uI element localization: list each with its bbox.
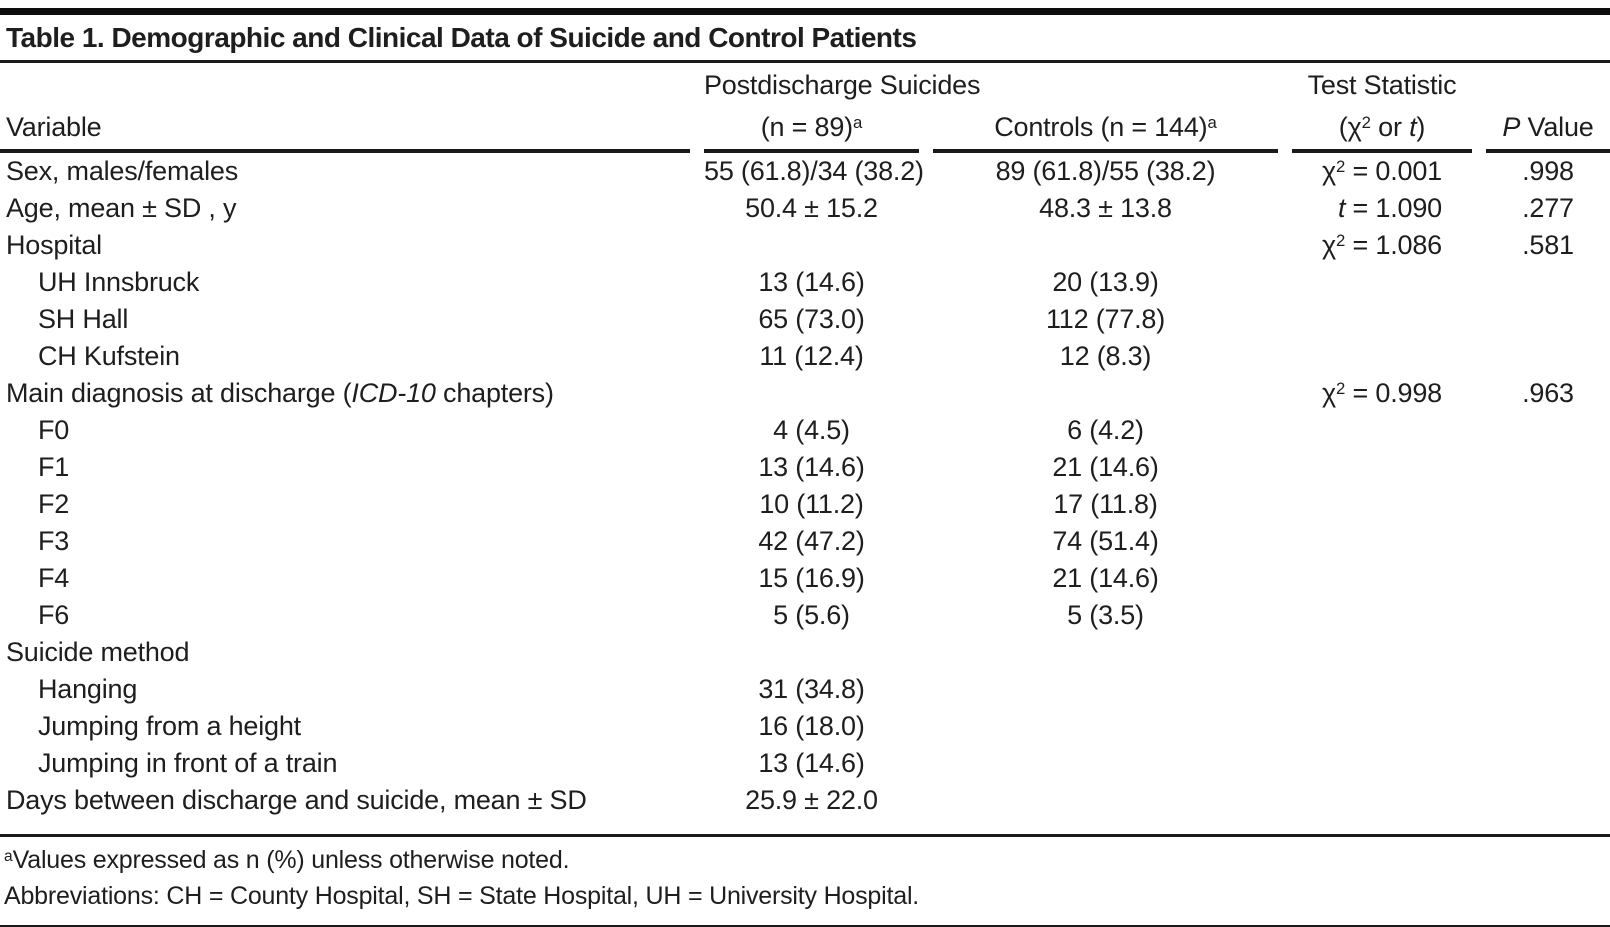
suicides-cell xyxy=(704,375,919,412)
pvalue-cell: .277 xyxy=(1522,192,1574,223)
controls-cell xyxy=(933,375,1278,412)
footnote xyxy=(4,844,1610,880)
suicides-cell: 11 (12.4) xyxy=(759,340,864,371)
table-row xyxy=(0,375,1610,412)
pvalue-cell xyxy=(1486,338,1610,375)
pvalue-cell xyxy=(1486,745,1610,782)
controls-cell: 5 (3.5) xyxy=(1067,599,1144,630)
controls-cell: 48.3 ± 13.8 xyxy=(1039,192,1172,223)
header-suicides-line2 xyxy=(704,101,919,153)
variable-cell: F1 xyxy=(38,451,70,482)
stat-cell xyxy=(1292,486,1472,523)
text-run: χ xyxy=(1321,155,1336,186)
table-row xyxy=(0,412,1610,449)
suicides-cell: 10 (11.2) xyxy=(759,488,864,519)
variable-cell: Sex, males/females xyxy=(6,155,238,186)
text-run: Values expressed as n (%) unless otherwise noted. xyxy=(12,845,570,874)
variable-cell: F3 xyxy=(38,525,70,556)
demographics-table xyxy=(0,63,1610,819)
table-row xyxy=(0,227,1610,264)
pvalue-cell xyxy=(1486,708,1610,745)
suicides-cell: 5 (5.6) xyxy=(773,599,850,630)
text-run: = 0.998 xyxy=(1345,377,1442,408)
variable-cell: UH Innsbruck xyxy=(38,266,200,297)
text-run: or xyxy=(1370,111,1410,142)
header-row-2 xyxy=(0,101,1610,153)
header-variable: Variable xyxy=(0,101,690,153)
variable-cell: Hospital xyxy=(6,229,102,260)
pvalue-cell xyxy=(1486,486,1610,523)
variable-cell: Hanging xyxy=(38,673,138,704)
pvalue-cell xyxy=(1486,560,1610,597)
variable-cell: Suicide method xyxy=(6,636,190,667)
header-teststat-line2 xyxy=(1292,101,1472,153)
variable-cell: Jumping in front of a train xyxy=(38,747,338,778)
pvalue-cell xyxy=(1486,597,1610,634)
table-row xyxy=(0,745,1610,782)
variable-cell: Days between discharge and suicide, mean ± SD xyxy=(6,784,587,815)
table-row xyxy=(0,708,1610,745)
stat-cell xyxy=(1292,745,1472,782)
table-row xyxy=(0,264,1610,301)
table-row xyxy=(0,560,1610,597)
controls-cell xyxy=(933,708,1278,745)
controls-cell: 12 (8.3) xyxy=(1059,340,1152,371)
text-run: = 0.001 xyxy=(1345,155,1442,186)
suicides-cell: 16 (18.0) xyxy=(758,710,865,741)
text-run: chapters) xyxy=(435,377,554,408)
text-run: ) xyxy=(1416,111,1426,142)
variable-cell xyxy=(0,375,690,412)
controls-cell: 20 (13.9) xyxy=(1052,266,1159,297)
variable-cell: F0 xyxy=(38,414,70,445)
superscript: 2 xyxy=(1335,379,1346,399)
italic-text-run: ICD-10 xyxy=(351,377,436,408)
text-run: = 1.086 xyxy=(1345,229,1442,260)
controls-cell: 112 (77.8) xyxy=(1045,303,1166,334)
controls-cell xyxy=(933,745,1278,782)
text-run: χ xyxy=(1321,229,1336,260)
controls-cell xyxy=(933,634,1278,671)
superscript: a xyxy=(4,847,13,865)
variable-cell: F6 xyxy=(38,599,70,630)
variable-cell: CH Kufstein xyxy=(38,340,180,371)
stat-cell xyxy=(1292,597,1472,634)
header-variable-spacer xyxy=(0,63,690,101)
stat-cell xyxy=(1292,634,1472,671)
stat-cell xyxy=(1292,190,1472,227)
variable-cell: F4 xyxy=(38,562,70,593)
pvalue-cell xyxy=(1486,264,1610,301)
stat-cell xyxy=(1292,560,1472,597)
table-row xyxy=(0,153,1610,190)
pvalue-cell xyxy=(1486,412,1610,449)
suicides-cell: 13 (14.6) xyxy=(758,266,865,297)
suicides-cell: 25.9 ± 22.0 xyxy=(745,784,878,815)
suicides-cell xyxy=(704,634,919,671)
stat-cell xyxy=(1292,412,1472,449)
pvalue-cell: .963 xyxy=(1522,377,1574,408)
text-run: χ xyxy=(1321,377,1336,408)
pvalue-cell xyxy=(1486,523,1610,560)
table-row xyxy=(0,782,1610,819)
pvalue-cell xyxy=(1486,634,1610,671)
italic-text-run: P xyxy=(1502,111,1521,142)
suicides-cell: 65 (73.0) xyxy=(758,303,865,334)
top-rule xyxy=(0,8,1610,15)
table-row xyxy=(0,597,1610,634)
table-header xyxy=(0,63,1610,153)
header-row-1 xyxy=(0,63,1610,101)
suicides-cell: 50.4 ± 15.2 xyxy=(745,192,878,223)
header-controls xyxy=(933,101,1278,153)
controls-cell: 74 (51.4) xyxy=(1052,525,1159,556)
controls-cell: 17 (11.8) xyxy=(1053,488,1158,519)
controls-cell xyxy=(933,227,1278,264)
table-body xyxy=(0,153,1610,819)
variable-cell: SH Hall xyxy=(38,303,129,334)
text-run: Main diagnosis at discharge ( xyxy=(6,377,352,408)
stat-cell xyxy=(1292,671,1472,708)
text-run: (χ xyxy=(1338,111,1362,142)
suicides-cell: 31 (34.8) xyxy=(758,673,865,704)
controls-cell xyxy=(933,782,1278,819)
suicides-cell: 15 (16.9) xyxy=(758,562,865,593)
table-row xyxy=(0,301,1610,338)
stat-cell xyxy=(1292,227,1472,264)
italic-text-run: t xyxy=(1409,111,1417,142)
suicides-cell: 42 (47.2) xyxy=(758,525,865,556)
stat-cell xyxy=(1292,301,1472,338)
footnote xyxy=(4,880,1610,913)
text-run: = 1.090 xyxy=(1345,192,1442,223)
controls-cell: 6 (4.2) xyxy=(1067,414,1144,445)
superscript: 2 xyxy=(1335,157,1346,177)
suicides-cell xyxy=(704,227,919,264)
italic-text-run: t xyxy=(1337,192,1346,223)
variable-cell: Jumping from a height xyxy=(38,710,301,741)
controls-cell: 21 (14.6) xyxy=(1052,451,1159,482)
stat-cell xyxy=(1292,153,1472,190)
variable-cell: F2 xyxy=(38,488,70,519)
table-row xyxy=(0,671,1610,708)
table-row xyxy=(0,523,1610,560)
superscript: 2 xyxy=(1361,113,1371,133)
stat-cell xyxy=(1292,375,1472,412)
suicides-cell: 13 (14.6) xyxy=(758,747,865,778)
suicides-cell: 55 (61.8)/34 (38.2) xyxy=(704,155,924,186)
suicides-cell: 13 (14.6) xyxy=(758,451,865,482)
header-pvalue-spacer xyxy=(1486,63,1610,101)
header-suicides-line1: Postdischarge Suicides xyxy=(704,69,981,100)
table-title: Table 1. Demographic and Clinical Data of Suicide and Control Patients xyxy=(6,22,917,53)
pvalue-cell: .998 xyxy=(1522,155,1574,186)
controls-cell xyxy=(933,671,1278,708)
variable-cell: Age, mean ± SD , y xyxy=(6,192,237,223)
table-row xyxy=(0,634,1610,671)
stat-cell xyxy=(1292,338,1472,375)
footnote-section xyxy=(0,844,1610,913)
superscript: a xyxy=(852,113,863,133)
stat-cell xyxy=(1292,264,1472,301)
superscript: 2 xyxy=(1335,231,1346,251)
header-teststat-line1: Test Statistic xyxy=(1307,69,1457,100)
stat-cell xyxy=(1292,782,1472,819)
table-row xyxy=(0,449,1610,486)
superscript: a xyxy=(1207,113,1217,133)
text-run: Abbreviations: CH = County Hospital, SH = State Hospital, UH = University Hospital. xyxy=(4,881,920,910)
text-run: Value xyxy=(1520,111,1594,142)
text-run: (n = 89) xyxy=(760,111,853,142)
table-row xyxy=(0,338,1610,375)
table-row xyxy=(0,486,1610,523)
stat-cell xyxy=(1292,708,1472,745)
pvalue-cell xyxy=(1486,301,1610,338)
controls-cell: 21 (14.6) xyxy=(1052,562,1159,593)
pvalue-cell xyxy=(1486,671,1610,708)
controls-cell: 89 (61.8)/55 (38.2) xyxy=(995,155,1216,186)
pvalue-cell: .581 xyxy=(1522,229,1574,260)
table-row xyxy=(0,190,1610,227)
stat-cell xyxy=(1292,449,1472,486)
stat-cell xyxy=(1292,523,1472,560)
pvalue-cell xyxy=(1486,449,1610,486)
footer-rule xyxy=(0,834,1610,837)
header-controls-spacer xyxy=(933,63,1278,101)
suicides-cell: 4 (4.5) xyxy=(773,414,850,445)
header-pvalue xyxy=(1486,101,1610,153)
text-run: Controls (n = 144) xyxy=(994,111,1208,142)
pvalue-cell xyxy=(1486,782,1610,819)
